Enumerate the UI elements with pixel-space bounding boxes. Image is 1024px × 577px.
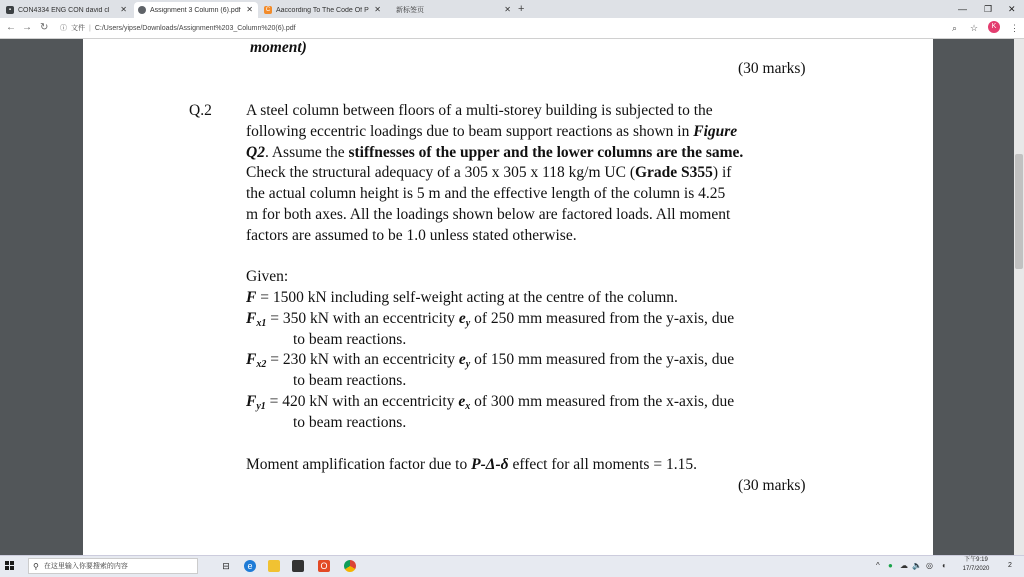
cloud-icon[interactable]: ☁	[900, 561, 908, 570]
load-item	[246, 350, 734, 370]
tab-assignment-pdf[interactable]	[134, 2, 258, 18]
search-placeholder: 在这里输入你要搜索的内容	[43, 563, 128, 570]
document-icon: ▪	[6, 6, 14, 14]
load-description: = 420 kN with an eccentricity	[265, 393, 459, 410]
file-scheme-label: 文件	[71, 25, 85, 32]
store-icon[interactable]	[292, 560, 304, 572]
load-symbol: $F_{y1}$	[246, 393, 266, 412]
new-tab-button[interactable]: +	[518, 3, 525, 15]
maximize-button[interactable]: ❐	[984, 4, 993, 14]
url-text[interactable]: C:/Users/yipse/Downloads/Assignment%203_Column%20(6).pdf	[94, 24, 296, 32]
text-run: A steel column between floors of a multi-storey building is subjected to the	[246, 102, 713, 119]
given-label: Given:	[246, 268, 289, 285]
paragraph-line	[246, 226, 577, 246]
tab-label: Aaccording To The Code Of P	[276, 6, 369, 14]
bookmark-star-icon[interactable]: ☆	[970, 23, 979, 33]
windows-taskbar	[0, 555, 1024, 577]
load-continuation: to beam reactions.	[293, 372, 407, 390]
close-tab-icon[interactable]: ✕	[374, 5, 381, 14]
moment-amplification-line	[246, 455, 697, 475]
tab-label: CON4334 ENG CON david cl	[18, 6, 110, 14]
tab-label: Assignment 3 Column (6).pdf	[150, 6, 241, 14]
text-run: Check the structural adequacy of a 305 x 305 x 118 kg/m UC (	[246, 164, 635, 182]
load-continuation: to beam reactions.	[293, 413, 407, 431]
paragraph-line	[246, 101, 713, 121]
emphasis-run: Q2	[246, 143, 265, 161]
paragraph-line	[246, 143, 743, 163]
address-bar[interactable]	[60, 21, 296, 35]
security-icon[interactable]: ◎	[926, 561, 933, 570]
forward-arrow-icon[interactable]: →	[22, 22, 32, 33]
marks-label: (30 marks)	[738, 60, 806, 77]
close-tab-icon[interactable]: ✕	[504, 5, 511, 14]
load-description-rest: of 250 mm measured from the y-axis, due	[470, 309, 735, 327]
text-run: . Assume the	[264, 143, 349, 161]
tab-according-code[interactable]	[260, 2, 386, 18]
text-run: the actual column height is 5 m and the effective length of the column is 4.25	[246, 185, 726, 203]
address-separator: |	[89, 24, 91, 32]
load-description: = 350 kN with an eccentricity	[266, 309, 459, 327]
tab-new-tab-page[interactable]	[388, 2, 516, 18]
info-icon[interactable]: ⓘ	[60, 25, 67, 32]
text-run: following eccentric loadings due to beam support reactions as shown in	[246, 122, 694, 140]
file-explorer-icon[interactable]	[268, 560, 280, 572]
clock-date: 17/7/2020	[962, 566, 990, 572]
emphasis-run: Grade S355	[634, 164, 713, 182]
load-item	[246, 392, 734, 412]
p-delta-symbol: P-Δ-δ	[471, 456, 509, 473]
globe-icon	[138, 6, 146, 14]
eccentricity-symbol: $e_y$	[458, 309, 471, 329]
notification-icon[interactable]: 2	[1008, 562, 1012, 569]
minimize-button[interactable]: —	[958, 4, 967, 14]
eccentricity-symbol: $e_y$	[458, 351, 471, 371]
taskbar-clock[interactable]	[952, 556, 1000, 574]
load-description-rest: of 300 mm measured from the x-axis, due	[470, 393, 735, 410]
paragraph-line	[246, 205, 730, 225]
tab-label: 新标签页	[396, 7, 424, 14]
c-brand-icon: C	[265, 7, 271, 13]
load-continuation: to beam reactions.	[293, 330, 407, 348]
load-item	[246, 288, 678, 308]
paragraph-line	[246, 122, 737, 142]
moment-text-pre: Moment amplification factor due to	[246, 456, 472, 473]
text-run: ) if	[712, 164, 732, 182]
close-tab-icon[interactable]: ✕	[246, 5, 253, 14]
back-arrow-icon[interactable]: ←	[6, 22, 16, 33]
load-description-rest: of 150 mm measured from the y-axis, due	[470, 351, 735, 369]
scrollbar-thumb[interactable]	[1015, 154, 1023, 269]
load-symbol: $F_{x2}$	[246, 351, 267, 371]
close-tab-icon[interactable]: ✕	[120, 5, 127, 14]
browser-tab-strip	[0, 0, 1024, 18]
windows-start-icon[interactable]	[5, 561, 15, 571]
reload-icon[interactable]: ↻	[40, 22, 49, 33]
moment-text-post: effect for all moments = 1.15.	[508, 456, 697, 473]
previous-question-tail: moment)	[250, 39, 307, 56]
task-view-icon[interactable]: ⊟	[222, 561, 230, 571]
load-description: = 1500 kN including self-weight acting at the centre of the column.	[256, 289, 678, 306]
load-symbol: $F_{x1}$	[246, 309, 267, 329]
load-item	[246, 309, 734, 329]
paragraph-line	[246, 184, 725, 204]
network-icon[interactable]: ●	[888, 561, 893, 570]
profile-avatar[interactable]: K	[988, 21, 1000, 33]
edge-icon[interactable]: e	[244, 560, 256, 572]
office-icon[interactable]: O	[318, 560, 330, 572]
load-symbol: F	[246, 289, 257, 306]
taskbar-search-box[interactable]	[28, 558, 198, 574]
text-run: factors are assumed to be 1.0 unless stated otherwise.	[246, 226, 577, 244]
scrollbar[interactable]	[1014, 39, 1024, 555]
volume-icon[interactable]: 🔈	[912, 561, 922, 570]
paragraph-line	[246, 163, 731, 183]
zoom-icon[interactable]: ⌕	[952, 23, 958, 33]
clock-time: 下午9:19	[964, 557, 988, 563]
emphasis-run: stiffnesses of the upper and the lower columns are the same.	[348, 143, 744, 161]
marks-label-2: (30 marks)	[738, 477, 806, 494]
eccentricity-symbol: $e_x$	[458, 393, 471, 412]
tray-chevron-icon[interactable]: ^	[876, 561, 880, 570]
pdf-viewer[interactable]	[0, 39, 1024, 555]
text-run: m for both axes. All the loadings shown below are factored loads. All moment	[246, 206, 731, 223]
close-window-button[interactable]: ✕	[1008, 4, 1016, 14]
search-icon: ⚲	[33, 561, 39, 571]
tab-con4334[interactable]	[2, 2, 132, 18]
chrome-icon[interactable]	[344, 560, 356, 572]
question-number: Q.2	[189, 102, 212, 119]
emphasis-run: Figure	[693, 122, 738, 140]
pdf-page	[83, 39, 933, 555]
ime-icon[interactable]: ◐	[942, 561, 947, 570]
load-description: = 230 kN with an eccentricity	[266, 351, 459, 369]
menu-kebab-icon[interactable]: ⋮	[1010, 23, 1019, 33]
browser-toolbar	[0, 18, 1024, 39]
